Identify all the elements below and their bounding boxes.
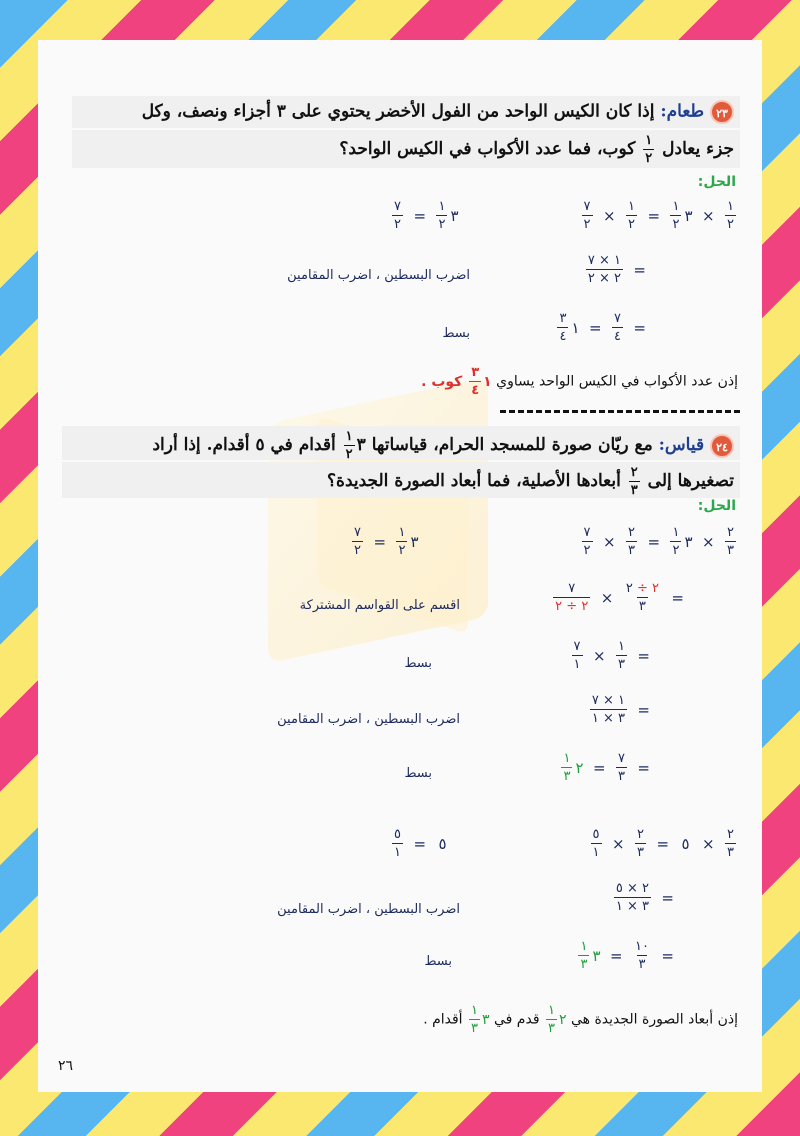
q23-number-badge: ٢٣ <box>710 100 734 124</box>
q24-text-line2b: أبعادها الأصلية، فما أبعاد الصورة الجديدة؟ <box>327 471 621 491</box>
q24-fraction-three-half: $\frac{١}{٢}$ <box>345 429 353 462</box>
page-number: ٢٦ <box>58 1058 74 1074</box>
q24-a-step1-expression: $\frac{٢}{٣}$ × ٣ $\frac{١}{٢}$ = $\frac{٢}{٣}$ × $\frac{٧}{٢}$ <box>583 525 734 558</box>
q24-note-multiply2: اضرب البسطين ، اضرب المقامين <box>277 902 460 917</box>
q23-mixed-to-improper: ٣ $\frac{١}{٢}$ = $\frac{٧}{٢}$ <box>394 199 459 232</box>
q24-a-mixed-to-improper: ٣ $\frac{١}{٢}$ = $\frac{٧}{٢}$ <box>354 525 419 558</box>
q24-number-badge: ٢٤ <box>710 434 734 458</box>
q24-a-step2-expression: = $\frac{٢ \div ٢}{٣}$ × $\frac{٧}{٢ \div ٢}$ <box>555 581 684 614</box>
q23-line1 <box>72 96 740 128</box>
q24-note-simplify: بسط <box>404 656 432 671</box>
q24-note-divide: اقسم على القواسم المشتركة <box>299 598 460 613</box>
q23-step1-expression: $\frac{١}{٢}$ × ٣ $\frac{١}{٢}$ = $\frac{١}{٢}$ × $\frac{٧}{٢}$ <box>583 199 734 232</box>
q23-fraction-half: $\frac{١}{٢}$ <box>645 133 653 166</box>
q24-conclusion: إذن أبعاد الصورة الجديدة هي ٢ $\frac{١}{٣}$ قدم في ٣ $\frac{١}{٣}$ أقدام . <box>423 1003 738 1036</box>
q24-b-step1-expression: $\frac{٢}{٣}$ × ٥ = $\frac{٢}{٣}$ × $\frac{٥}{١}$ <box>592 827 734 860</box>
q24-a-step3-expression: = $\frac{١}{٣}$ × $\frac{٧}{١}$ <box>573 639 650 672</box>
q23-step2-expression: = $\frac{١ \times ٧}{٢ \times ٢}$ <box>587 253 646 286</box>
q23-text-line1: إذا كان الكيس الواحد من الفول الأخضر يحتوي على ٣ أجزاء ونصف، وكل <box>141 101 655 122</box>
q23-keyword: طعام: <box>660 101 705 122</box>
q24-note-simplify2: بسط <box>404 766 432 781</box>
q24-text-line1b: أقدام في ٥ أقدام. إذا أراد <box>152 435 336 455</box>
q24-fraction-two-thirds: $\frac{٢}{٣}$ <box>630 465 638 498</box>
q23-conclusion: إذن عدد الأكواب في الكيس الواحد يساوي ١ $\frac{٣}{٤}$ كوب . <box>421 365 738 398</box>
q24-a-step4-expression: = $\frac{١ \times ٧}{٣ \times ١}$ <box>591 693 650 726</box>
q23-line2 <box>72 130 740 168</box>
q24-line2 <box>62 462 740 498</box>
q24-b-step3-expression: = $\frac{١٠}{٣}$ = ٣ $\frac{١}{٣}$ <box>580 939 674 972</box>
q24-text-line1a: مع ريّان صورة للمسجد الحرام، قياساتها <box>371 435 653 455</box>
q24-keyword: قياس: <box>658 435 705 455</box>
q23-step3-expression: = $\frac{٧}{٤}$ = ١ $\frac{٣}{٤}$ <box>559 311 646 344</box>
q24-note-multiply: اضرب البسطين ، اضرب المقامين <box>277 712 460 727</box>
q23-solution-label: الحل: <box>697 174 736 190</box>
q23-text-line2a: جزء يعادل <box>662 139 734 159</box>
section-divider <box>500 410 740 413</box>
q24-a-step5-expression: = $\frac{٧}{٣}$ = ٢ $\frac{١}{٣}$ <box>563 751 650 784</box>
q23-note-multiply: اضرب البسطين ، اضرب المقامين <box>287 268 470 283</box>
worksheet-page <box>38 40 762 1092</box>
q23-note-simplify: بسط <box>442 326 470 341</box>
q24-note-simplify3: بسط <box>424 954 452 969</box>
q24-b-whole-to-fraction: ٥ = $\frac{٥}{١}$ <box>394 827 447 860</box>
q23-text-line2b: كوب، فما عدد الأكواب في الكيس الواحد؟ <box>339 139 636 159</box>
q24-line1: ٢٤ قياس: مع ريّان صورة للمسجد الحرام، قياساتها ٣ $\frac{١}{٢}$ أقدام في ٥ أقدام. إذا أراد <box>62 426 740 460</box>
q24-b-step2-expression: = $\frac{٢ \times ٥}{٣ \times ١}$ <box>615 881 674 914</box>
q24-solution-label: الحل: <box>697 498 736 514</box>
q24-text-line2a: تصغيرها إلى <box>647 471 734 491</box>
